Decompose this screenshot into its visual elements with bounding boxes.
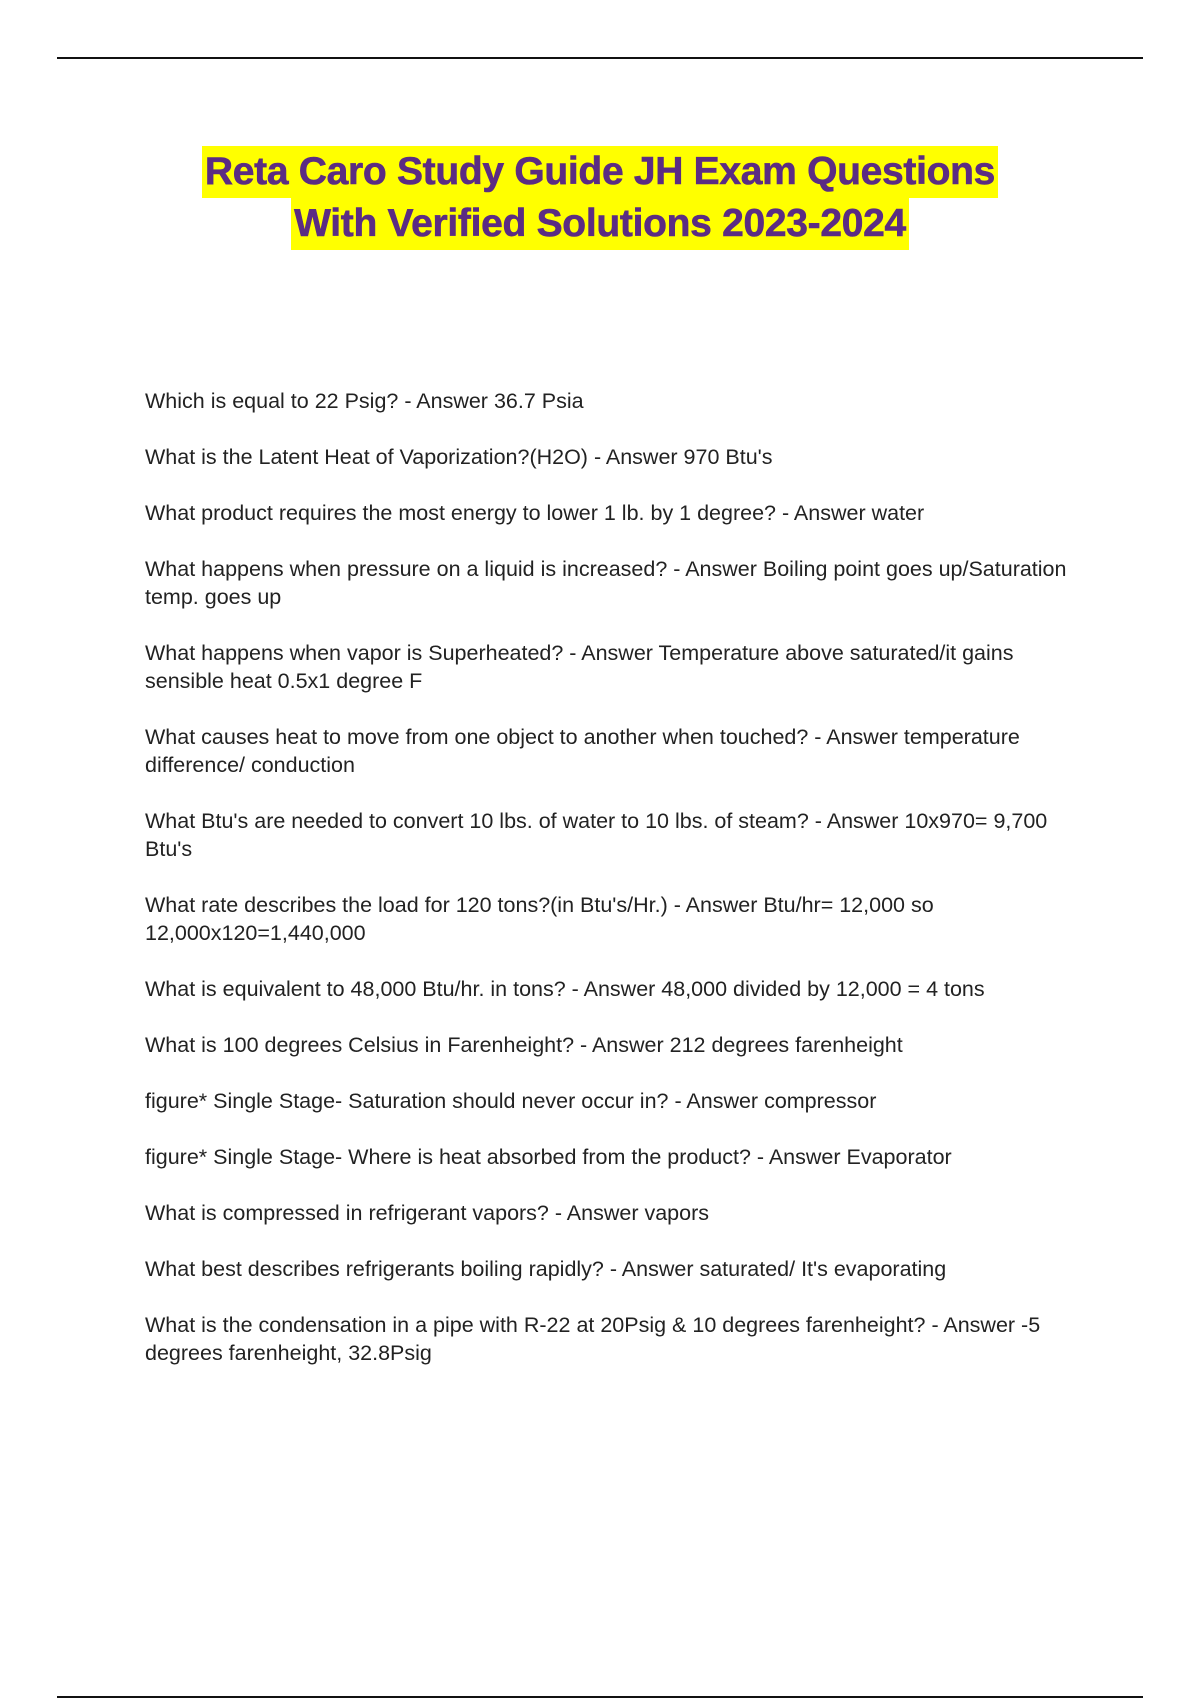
title-line-1: Reta Caro Study Guide JH Exam Questions <box>202 146 998 198</box>
qa-item: figure* Single Stage- Where is heat absorbed from the product? - Answer Evaporator <box>145 1145 952 1169</box>
title-line-2: With Verified Solutions 2023-2024 <box>291 198 909 250</box>
footer-rule <box>57 1696 1143 1698</box>
qa-item: What is compressed in refrigerant vapors? - Answer vapors <box>145 1201 710 1225</box>
qa-item: What is the Latent Heat of Vaporization?(H2O) - Answer 970 Btu's <box>145 445 773 469</box>
document-title <box>0 146 1200 250</box>
qa-item: What happens when pressure on a liquid is increased? - Answer Boiling point goes up/Saturation temp. goes up <box>145 557 1067 609</box>
qa-item: What is the condensation in a pipe with R-22 at 20Psig & 10 degrees farenheight? - Answer -5 degrees farenheight, 32.8Psig <box>145 1313 1041 1365</box>
qa-item: What happens when vapor is Superheated? - Answer Temperature above saturated/it gains sensible heat 0.5x1 degree F <box>145 641 1014 693</box>
header-rule <box>57 57 1143 59</box>
qa-item: What is 100 degrees Celsius in Farenheight? - Answer 212 degrees farenheight <box>145 1033 903 1057</box>
qa-item: What is equivalent to 48,000 Btu/hr. in tons? - Answer 48,000 divided by 12,000 = 4 tons <box>145 977 985 1001</box>
qa-item: What causes heat to move from one object to another when touched? - Answer temperature difference/ conduction <box>145 725 1020 777</box>
qa-item: What Btu's are needed to convert 10 lbs. of water to 10 lbs. of steam? - Answer 10x970= 9,700 Btu's <box>145 809 1048 861</box>
qa-item: What product requires the most energy to lower 1 lb. by 1 degree? - Answer water <box>145 501 925 525</box>
qa-item: What rate describes the load for 120 tons?(in Btu's/Hr.) - Answer Btu/hr= 12,000 so 12,000x120=1,440,000 <box>145 893 934 945</box>
qa-item: What best describes refrigerants boiling rapidly? - Answer saturated/ It's evaporating <box>145 1257 947 1281</box>
qa-item: Which is equal to 22 Psig? - Answer 36.7 Psia <box>145 389 584 413</box>
qa-item: figure* Single Stage- Saturation should never occur in? - Answer compressor <box>145 1089 877 1113</box>
question-answer-list <box>145 387 1085 1395</box>
